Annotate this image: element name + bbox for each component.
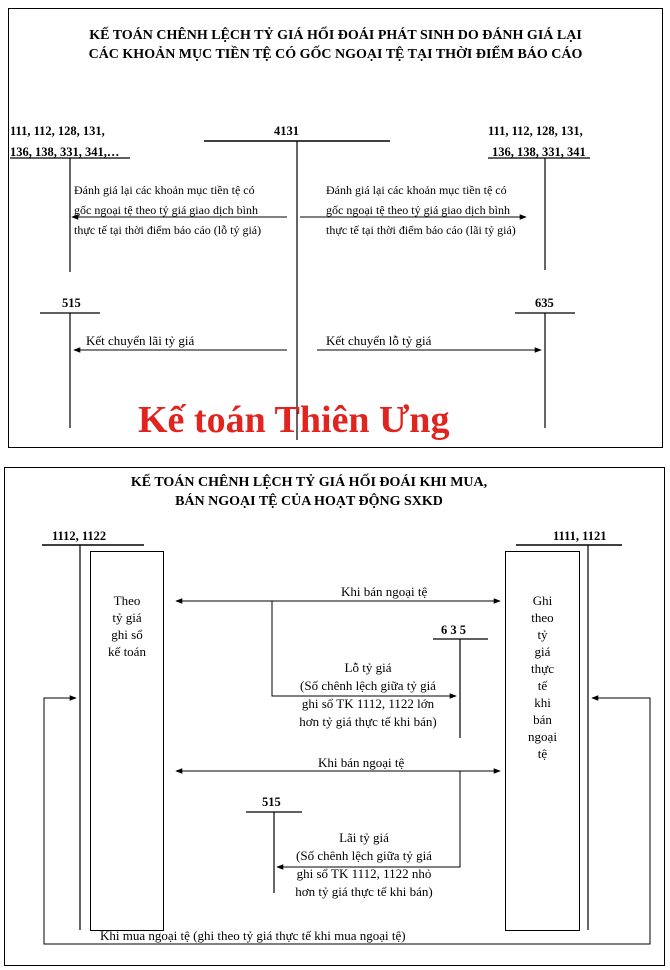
- note-loss-line3: thực tế tại thời điểm báo cáo (lỗ tỷ giá): [74, 223, 262, 237]
- book-rate-line: tỷ giá: [112, 610, 142, 625]
- loss-note: [282, 659, 454, 731]
- accounts-left-line1: 111, 112, 128, 131,: [10, 124, 105, 138]
- account-635b-label: 6 3 5: [441, 623, 466, 637]
- actual-rate-line: giá: [534, 644, 551, 659]
- accounts-right-line2: 136, 138, 331, 341: [492, 145, 586, 159]
- arrow-purchase-from-1111: [592, 698, 650, 944]
- transfer-loss-label: Kết chuyển lỗ tỷ giá: [326, 333, 432, 348]
- account-4131-label: 4131: [274, 124, 299, 138]
- loss-note-line: (Số chênh lệch giữa tỷ giá: [300, 678, 436, 693]
- gain-note: [278, 829, 450, 901]
- watermark-logo-text: Kế toán Thiên Ưng: [138, 399, 450, 441]
- note-loss-line1: Đánh giá lại các khoản mục tiền tệ có: [74, 183, 255, 197]
- panel1-title-line2: CÁC KHOẢN MỤC TIỀN TỆ CÓ GỐC NGOẠI TỆ TẠI THỜI ĐIỂM BÁO CÁO: [88, 47, 583, 62]
- note-gain-line3: thực tế tại thời điểm báo cáo (lãi tỷ giá): [326, 223, 516, 237]
- account-1111-1121-label: 1111, 1121: [553, 529, 607, 543]
- account-1112-1122-label: 1112, 1122: [52, 529, 107, 543]
- actual-rate-line: theo: [531, 610, 554, 625]
- actual-rate-line: bán: [533, 712, 552, 727]
- account-515b-label: 515: [262, 795, 281, 809]
- gain-note-line: hơn tỷ giá thực tế khi bán): [295, 884, 433, 899]
- actual-rate-line: Ghi: [532, 593, 553, 608]
- sale-label-2: Khi bán ngoại tệ: [318, 755, 405, 770]
- book-rate-line: kế toán: [108, 644, 146, 659]
- panel2-title-line1: KẾ TOÁN CHÊNH LỆCH TỶ GIÁ HỐI ĐOÁI KHI MUA,: [130, 475, 488, 490]
- accounts-left-line2: 136, 138, 331, 341,…: [10, 145, 120, 159]
- sale-label-1: Khi bán ngoại tệ: [341, 584, 428, 599]
- account-635-label: 635: [535, 296, 554, 310]
- note-gain-line2: gốc ngoại tệ theo tỷ giá giao dịch bình: [326, 203, 510, 217]
- gain-note-line: (Số chênh lệch giữa tỷ giá: [296, 848, 432, 863]
- actual-rate-line: ngoại: [528, 729, 557, 744]
- book-rate-line: Theo: [113, 593, 141, 608]
- accounts-right-line1: 111, 112, 128, 131,: [488, 124, 583, 138]
- actual-rate-line: tỷ: [537, 627, 548, 642]
- book-rate-box: [90, 551, 164, 931]
- actual-rate-line: khi: [534, 695, 551, 710]
- gain-note-line: Lãi tỷ giá: [339, 830, 389, 845]
- panel1-title-line1: KẾ TOÁN CHÊNH LỆCH TỶ GIÁ HỐI ĐOÁI PHÁT SINH DO ĐÁNH GIÁ LẠI: [89, 28, 582, 43]
- actual-rate-line: tệ: [537, 746, 548, 761]
- actual-rate-box: [505, 551, 580, 931]
- note-gain-line1: Đánh giá lại các khoản mục tiền tệ có: [326, 183, 507, 197]
- panel2-title-line2: BÁN NGOẠI TỆ CỦA HOẠT ĐỘNG SXKD: [175, 494, 443, 509]
- loss-note-line: ghi sổ TK 1112, 1122 lớn: [301, 696, 435, 711]
- note-loss-line2: gốc ngoại tệ theo tỷ giá giao dịch bình: [74, 203, 258, 217]
- purchase-label: Khi mua ngoại tệ (ghi theo tỷ giá thực tế khi mua ngoại tệ): [100, 928, 406, 943]
- actual-rate-line: tế: [537, 678, 548, 693]
- account-515-label: 515: [62, 296, 81, 310]
- actual-rate-line: thực: [531, 661, 554, 676]
- loss-note-line: hơn tỷ giá thực tế khi bán): [299, 714, 437, 729]
- transfer-gain-label: Kết chuyển lãi tỷ giá: [86, 333, 195, 348]
- loss-note-line: Lỗ tỷ giá: [344, 660, 392, 675]
- book-rate-line: ghi sổ: [111, 627, 143, 642]
- gain-note-line: ghi sổ TK 1112, 1122 nhỏ: [296, 866, 432, 881]
